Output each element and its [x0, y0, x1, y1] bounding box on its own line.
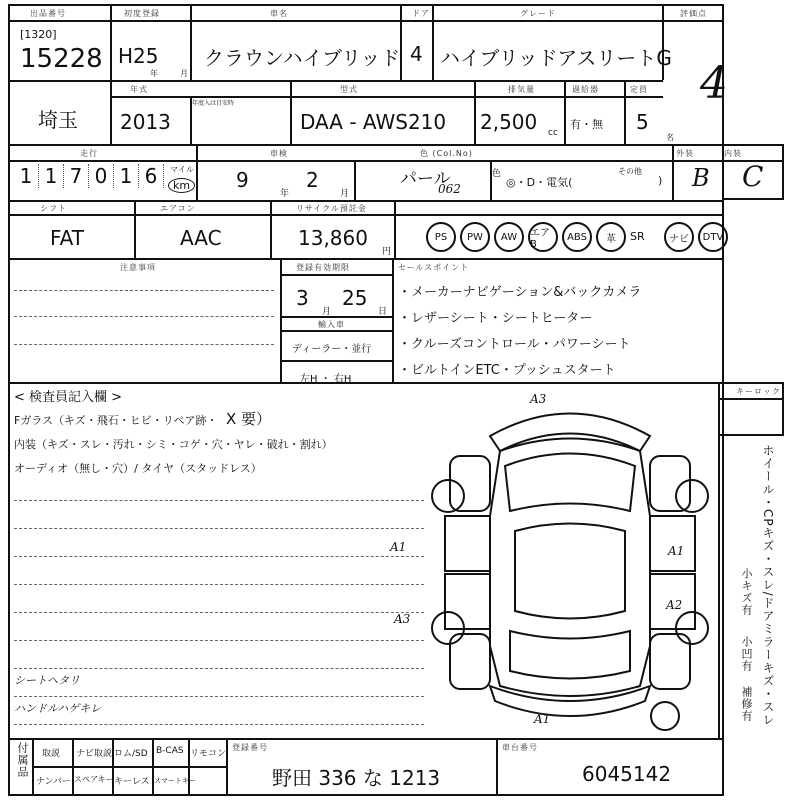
shaken-month-mark: 月 — [340, 189, 350, 199]
car-roof — [515, 524, 625, 619]
interior-grade: C — [742, 160, 764, 193]
sales-point: ・レザーシート・シートヒーター — [398, 311, 593, 326]
exterior-grade: B — [692, 164, 710, 192]
model-year: 2013 — [120, 110, 171, 134]
mileage-digit: 7 — [64, 164, 89, 188]
inspector-heading: < 検査員記入欄 > — [14, 390, 123, 405]
label-grade: グレード — [520, 9, 556, 18]
car-wheel-front-right — [676, 480, 708, 512]
recycle-fee: 13,860 — [298, 226, 368, 250]
acc-keyless: キーレス — [114, 777, 150, 787]
option-8: DTV — [698, 222, 728, 252]
car-left-door-front — [445, 516, 490, 571]
label-mileage: 走行 — [80, 149, 98, 158]
label-shift: シフト — [40, 204, 67, 213]
first-reg-year-mark: 年 — [150, 69, 158, 78]
region: 埼玉 — [38, 108, 78, 132]
reg-valid-day: 25 — [342, 286, 368, 310]
sales-points — [398, 280, 641, 384]
lot-code: [1320] — [20, 28, 57, 41]
option-3: エアB — [528, 222, 558, 252]
door-count: 4 — [410, 42, 423, 66]
grade-name: ハイブリッドアスリートG — [440, 46, 672, 70]
acc-navi: ナビ取説 — [76, 749, 113, 759]
mark-left-front: A1 — [390, 540, 407, 554]
mileage-digit: 1 — [14, 164, 39, 188]
option-4: ABS — [562, 222, 592, 252]
model-code: DAA - AWS210 — [300, 110, 447, 134]
car-left-door-rear — [445, 574, 490, 629]
label-color: 色 (Col.No) — [420, 149, 473, 158]
acc-number: ナンバー — [36, 777, 71, 787]
label-shaken: 車検 — [270, 149, 288, 158]
shift-value: FAT — [50, 226, 85, 250]
turbo-options: 有・無 — [570, 118, 603, 131]
yen-unit: 円 — [382, 247, 392, 257]
inspector-audio: オーディオ（無し・穴）/ タイヤ（スタッドレス） — [14, 462, 262, 475]
color-options: ◎・D・電気( — [506, 176, 573, 189]
label-aircon: エアコン — [160, 204, 196, 213]
mark-rear: A1 — [534, 712, 551, 726]
label-displacement: 排気量 — [508, 85, 535, 94]
car-hood — [505, 454, 635, 512]
side-note-small-scratch: 小キズ有 — [740, 568, 753, 616]
inspector-hand-note-1: シートヘタリ — [14, 674, 80, 687]
option-1: PW — [460, 222, 490, 252]
label-model-year: 年式 — [130, 85, 148, 94]
label-score: 評価点 — [680, 9, 707, 18]
mileage-digits — [14, 164, 164, 188]
side-note-repair: 補修有 — [740, 686, 753, 722]
first-reg-month-mark: 月 — [180, 69, 188, 78]
option-2: AW — [494, 222, 524, 252]
inspector-glass-mark: X 要） — [226, 410, 272, 428]
label-turbo: 過給器 — [572, 85, 599, 94]
acc-bcas: B-CAS — [156, 746, 184, 756]
lot-number: 15228 — [20, 44, 103, 74]
seats-unit: 名 — [666, 133, 674, 142]
car-name: クラウンハイブリッド — [204, 46, 401, 70]
sales-point: ・ビルトインETC・プッシュスタート — [398, 363, 616, 378]
inspector-interior: 内装（キズ・スレ・汚れ・シミ・コゲ・穴・ヤレ・破れ・割れ） — [14, 438, 333, 451]
shaken-month: 2 — [306, 168, 319, 192]
spare-wheel — [651, 702, 679, 730]
reg-valid-month: 3 — [296, 286, 309, 310]
car-left-fender — [450, 456, 490, 511]
car-right-fender — [650, 456, 690, 511]
import-handle: 左H ・ 右H — [300, 374, 352, 385]
label-notes: 注意事項 — [120, 263, 156, 272]
option-6: SR — [630, 230, 645, 243]
mark-right-front: A1 — [668, 544, 685, 558]
mileage-unit-top: マイル — [170, 165, 194, 174]
label-car-name: 車名 — [270, 9, 288, 18]
shaken-year-mark: 年 — [280, 189, 290, 199]
cc-unit: cc — [548, 128, 558, 138]
aircon-value: AAC — [180, 226, 222, 250]
inspector-glass: Fガラス（キズ・飛石・ヒビ・リペア跡・ — [14, 414, 218, 427]
color-options-close: ) — [658, 174, 663, 187]
mileage-digit: 1 — [39, 164, 64, 188]
option-5: 革 — [596, 222, 626, 252]
mark-front: A3 — [530, 392, 547, 406]
acc-smart: スマートキー — [154, 777, 196, 785]
score-value: 4 — [700, 58, 728, 109]
reg-valid-month-mark: 月 — [322, 307, 332, 317]
chassis-number: 6045142 — [582, 762, 672, 786]
import-dealer: ディーラー・並行 — [292, 344, 372, 355]
color-label: 色 — [492, 169, 502, 179]
label-sales: セールスポイント — [398, 263, 470, 272]
label-doors: ドア — [412, 9, 430, 18]
acc-rom: ロム/SD — [114, 749, 148, 759]
car-trunk — [510, 631, 630, 679]
model-year-note: 年度入は目安時 — [192, 100, 235, 107]
acc-remote: リモコン — [190, 749, 227, 759]
registration-plate: 野田 336 な 1213 — [272, 766, 441, 790]
inspector-hand-note-2: ハンドルハゲキレ — [14, 702, 102, 715]
seats-value: 5 — [636, 110, 649, 134]
sales-point: ・クルーズコントロール・パワーシート — [398, 337, 631, 352]
keylock-box — [718, 382, 784, 436]
car-diagram — [420, 396, 720, 732]
accessories-label: 付属品 — [16, 742, 29, 778]
car-wheel-front-left — [432, 480, 464, 512]
label-import: 輸入車 — [318, 320, 345, 329]
color-name: パール — [400, 169, 451, 189]
shaken-year: 9 — [236, 168, 249, 192]
option-7: ナビ — [664, 222, 694, 252]
acc-spare: スペアキー — [74, 775, 114, 784]
displacement: 2,500 — [480, 110, 538, 134]
mileage-digit: 0 — [89, 164, 114, 188]
color-other-label: その他 — [618, 167, 642, 176]
mileage-digit: 1 — [114, 164, 139, 188]
label-interior: 内装 — [724, 149, 742, 158]
option-0: PS — [426, 222, 456, 252]
label-first-reg: 初度登録 — [124, 9, 160, 18]
side-note-small-dent: 小凹有 — [740, 636, 753, 672]
car-front-bumper — [490, 414, 650, 452]
mileage-unit: km — [168, 178, 195, 193]
label-reg-no: 登録番号 — [232, 743, 268, 752]
label-chassis: 車台番号 — [502, 743, 538, 752]
side-note-wheel: ホイール・CPキズ・スレ/ドアミラーキズ・スレ — [761, 444, 775, 727]
label-seats: 定員 — [630, 85, 648, 94]
label-keylock: キーロック — [736, 387, 781, 396]
reg-valid-day-mark: 日 — [378, 307, 388, 317]
mileage-digit: 6 — [139, 164, 164, 188]
label-reg-valid: 登録有効期限 — [296, 263, 350, 272]
color-code: 062 — [438, 182, 461, 196]
label-lot: 出品番号 — [30, 9, 66, 18]
label-model: 型式 — [340, 85, 358, 94]
mark-right-rear: A2 — [666, 598, 683, 612]
label-exterior: 外装 — [676, 149, 694, 158]
acc-docs: 取説 — [42, 749, 61, 759]
sales-point: ・メーカーナビゲーション&バックカメラ — [398, 285, 642, 300]
first-reg-era: H25 — [118, 44, 159, 68]
label-recycle: リサイクル預託金 — [296, 204, 367, 213]
mark-left-rear: A3 — [394, 612, 411, 626]
